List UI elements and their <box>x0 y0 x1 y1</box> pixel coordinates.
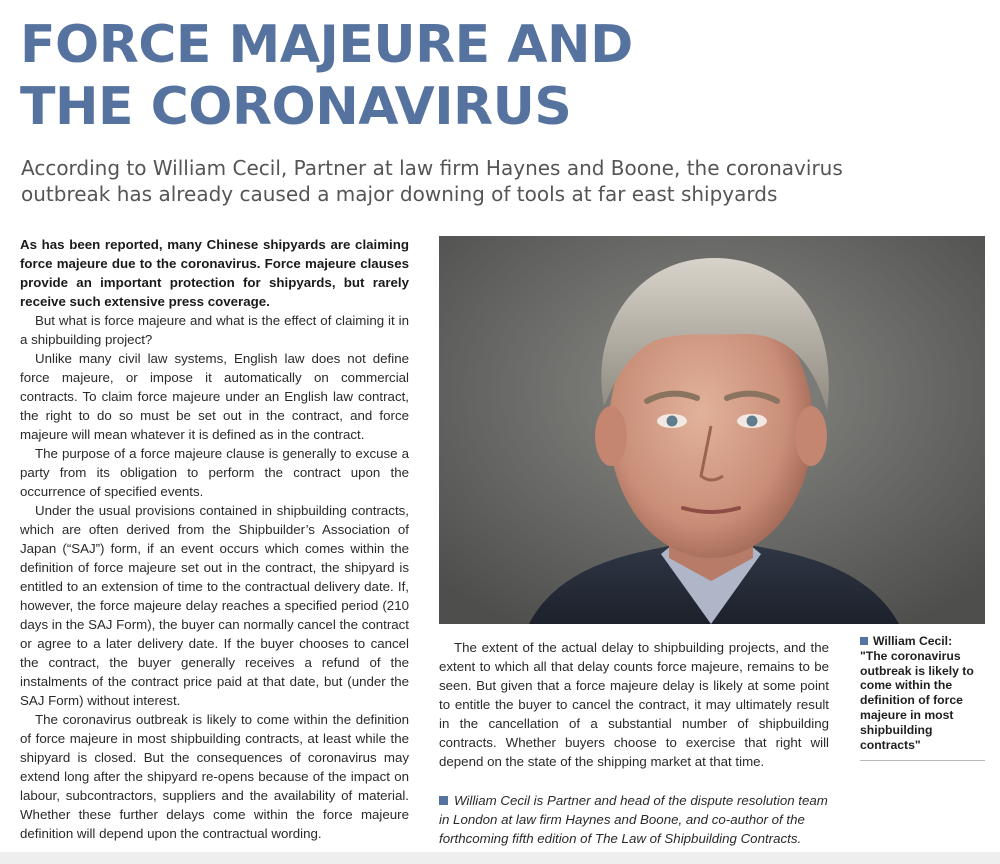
body-paragraph: But what is force majeure and what is the effect of claiming it in a shipbuilding project? <box>20 313 409 347</box>
author-bio <box>439 791 834 848</box>
article-column-left <box>20 235 409 843</box>
page-title <box>20 14 980 138</box>
article-column-middle <box>439 638 829 771</box>
body-paragraph: Unlike many civil law systems, English law does not define force majeure, or impose it automatically on commercial contracts. To claim force majeure under an English law contract, the right to do so must be set out in the contract, and force majeure will mean whatever it is defined as in the contract. <box>20 351 409 442</box>
portrait-illustration <box>439 236 985 624</box>
body-paragraph: Under the usual provisions contained in shipbuilding contracts, which are often derived from the Shipbuilder’s Association of Japan (“SAJ”) form, if an event occurs which comes within the definition of force majeure set out in the contract, the shipyard is entitled to an extension of time to the contractual delivery date. If, however, the force majeure delay reaches a specified period (210 days in the SAJ Form), the buyer can normally cancel the contract or agree to a later delivery date. If the buyer chooses to cancel the contract, the buyer generally receives a refund of the instalments of the contract price paid at that date, but (under the SAJ Form) without interest. <box>20 503 409 708</box>
portrait-photo <box>439 236 985 624</box>
bio-text: William Cecil is Partner and head of the dispute resolution team in London at law firm Haynes and Boone, and co-author of the forthcoming fifth edition of <box>439 793 828 846</box>
standfirst <box>21 155 981 207</box>
standfirst-line-1: According to William Cecil, Partner at law firm Haynes and Boone, the coronavirus <box>21 156 843 180</box>
body-paragraph: The purpose of a force majeure clause is generally to excuse a party from its obligation to perform the contract upon the occurrence of specified events. <box>20 446 409 499</box>
photo-caption <box>860 634 985 761</box>
body-paragraph: The coronavirus outbreak is likely to come within the definition of force majeure in most shipbuilding contracts, at least while the shipyard is closed. But the consequences of coronavirus may extend long after the shipyard re-opens because of the impact on labour, subcontractors, suppliers and the availability of material. Whether these further delays come within the force majeure definition will depend upon the contractual wording. <box>20 712 409 841</box>
standfirst-line-2: outbreak has already caused a major downing of tools at far east shipyards <box>21 182 778 206</box>
headline-line-1: FORCE MAJEURE AND <box>20 15 633 75</box>
blue-square-bullet-icon <box>439 796 448 805</box>
body-paragraph: The extent of the actual delay to shipbuilding projects, and the extent to which all that delay counts force majeure, remains to be seen. But given that a force majeure delay is likely at some point to entitle the buyer to cancel the contract, it may ultimately result in the cancellation of a substantial number of shipbuilding contracts. Whether buyers choose to exercise that right will depend on the state of the shipping market at that time. <box>439 640 829 769</box>
blue-square-bullet-icon <box>860 637 868 645</box>
bio-text-end: . <box>797 831 802 846</box>
page-bottom-edge <box>0 852 1000 864</box>
caption-quote: "The coronavirus outbreak is likely to come within the definition of force majeure in most shipbuilding contracts" <box>860 648 974 752</box>
caption-name: William Cecil: <box>873 634 953 648</box>
headline-line-2: THE CORONAVIRUS <box>20 77 572 137</box>
book-title: The Law of Shipbuilding Contracts <box>594 831 798 846</box>
lead-paragraph: As has been reported, many Chinese shipyards are claiming force majeure due to the coronavirus. Force majeure clauses provide an important protection for shipyards, but rarely receive such extensive press coverage. <box>20 237 409 309</box>
